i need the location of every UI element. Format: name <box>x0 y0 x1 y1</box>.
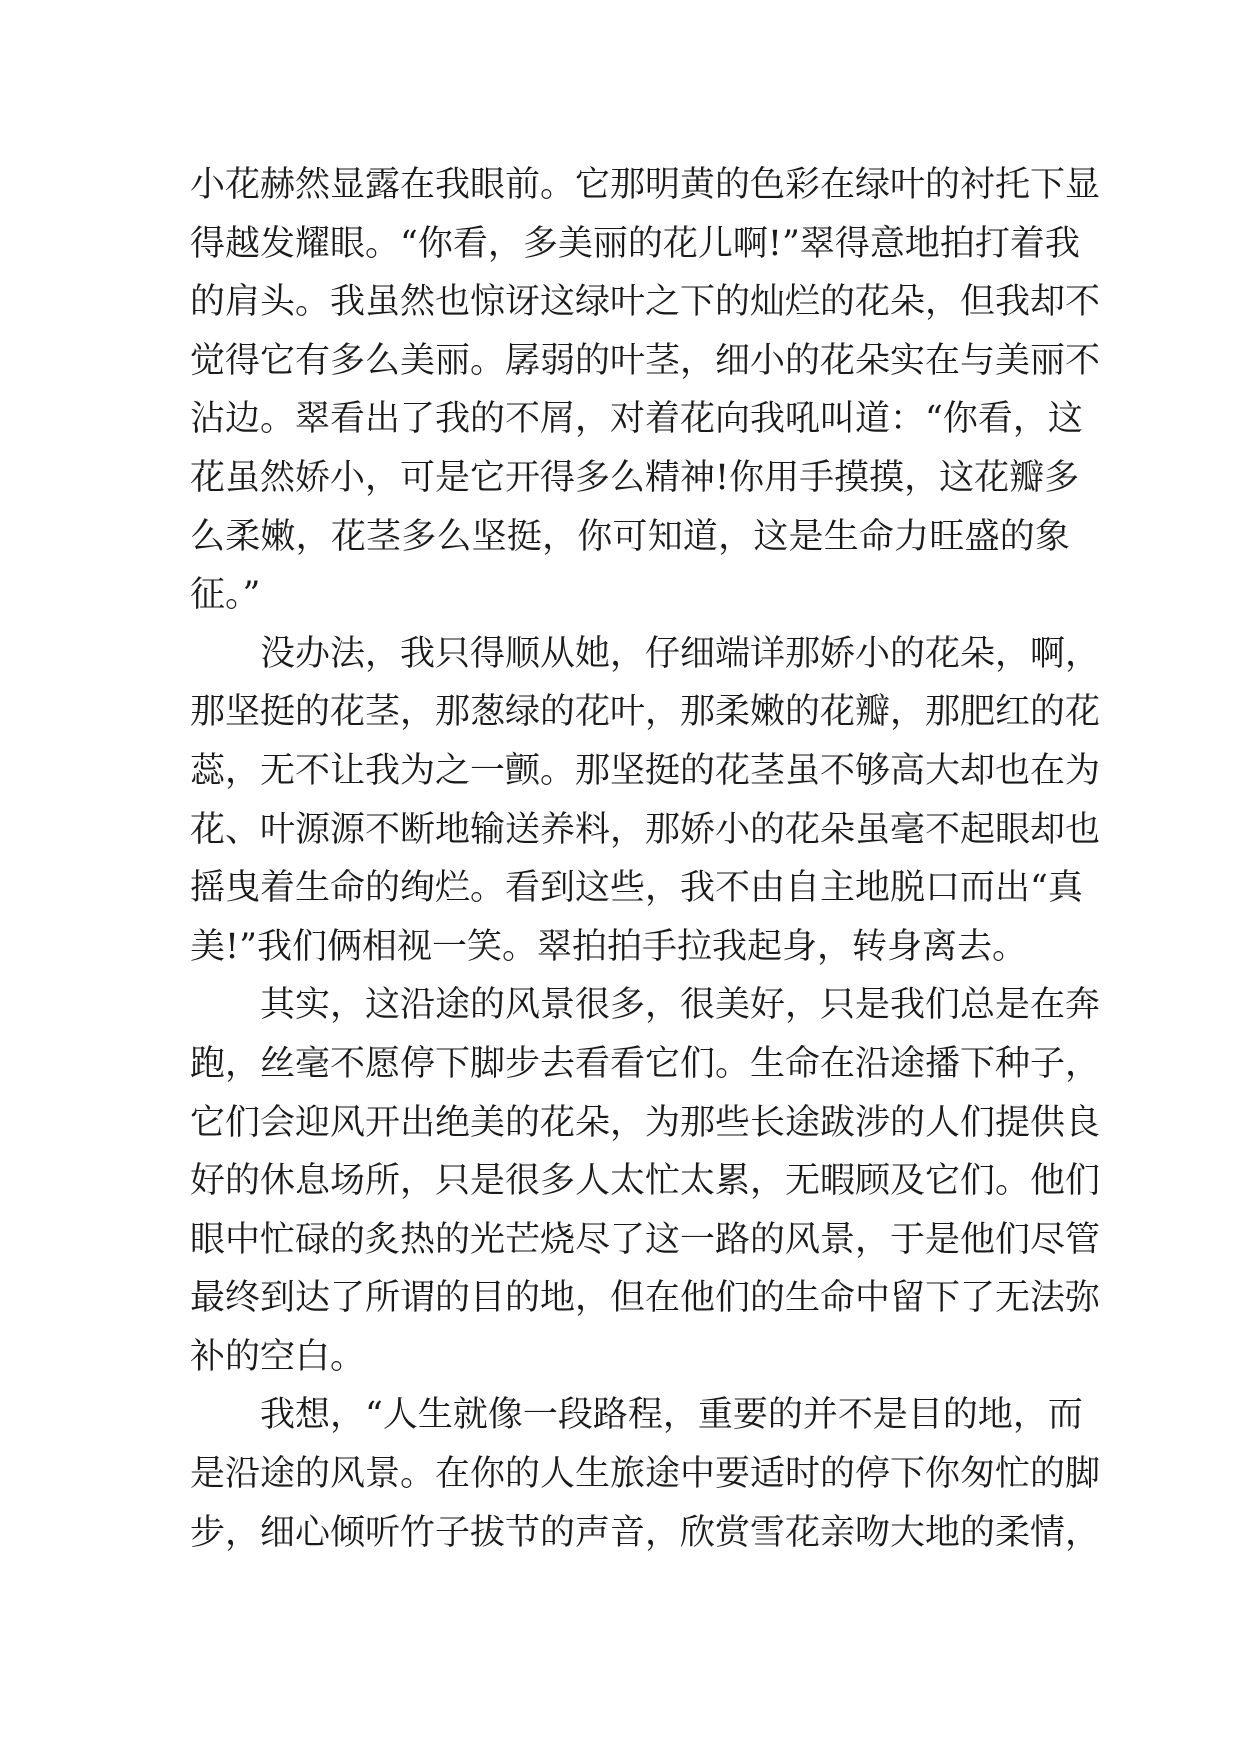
text-line: 花、叶源源不断地输送养料，那娇小的花朵虽毫不起眼却也 <box>190 809 1101 850</box>
text-line: 花虽然娇小，可是它开得多么精神!你用手摸摸，这花瓣多 <box>190 457 1080 498</box>
paragraph-start-line: 我想，“人生就像一段路程，重要的并不是目的地，而 <box>260 1395 1083 1436</box>
text-line: 么柔嫩，花茎多么坚挺，你可知道，这是生命力旺盛的象 <box>190 516 1070 557</box>
text-line: 蕊，无不让我为之一颤。那坚挺的花茎虽不够高大却也在为 <box>190 750 1101 791</box>
text-line: 觉得它有多么美丽。孱弱的叶茎，细小的花朵实在与美丽不 <box>190 340 1101 381</box>
text-line: 得越发耀眼。“你看，多美丽的花儿啊!”翠得意地拍打着我 <box>190 223 1080 264</box>
paragraph-start-line: 没办法，我只得顺从她，仔细端详那娇小的花朵，啊， <box>260 633 1101 674</box>
text-line: 它们会迎风开出绝美的花朵，为那些长途跋涉的人们提供良 <box>190 1102 1101 1143</box>
text-line: 那坚挺的花茎，那葱绿的花叶，那柔嫩的花瓣，那肥红的花 <box>190 692 1101 733</box>
text-line: 美!”我们俩相视一笑。翠拍拍手拉我起身，转身离去。 <box>190 926 1027 967</box>
body-text <box>190 156 1101 1562</box>
text-line: 的肩头。我虽然也惊讶这绿叶之下的灿烂的花朵，但我却不 <box>190 282 1101 323</box>
text-line: 沾边。翠看出了我的不屑，对着花向我吼叫道：“你看，这 <box>190 399 1083 440</box>
text-line: 摇曳着生命的绚烂。看到这些，我不由自主地脱口而出“真 <box>190 868 1083 909</box>
text-line: 跑，丝毫不愿停下脚步去看看它们。生命在沿途播下种子， <box>190 1043 1101 1084</box>
text-line: 补的空白。 <box>190 1336 366 1377</box>
paragraph-start-line: 其实，这沿途的风景很多，很美好，只是我们总是在奔 <box>260 985 1101 1026</box>
text-line: 步，细心倾听竹子拔节的声音，欣赏雪花亲吻大地的柔情， <box>190 1512 1101 1553</box>
text-line: 小花赫然显露在我眼前。它那明黄的色彩在绿叶的衬托下显 <box>190 165 1101 205</box>
text-line: 眼中忙碌的炙热的光芒烧尽了这一路的风景，于是他们尽管 <box>190 1219 1101 1260</box>
text-line: 最终到达了所谓的目的地，但在他们的生命中留下了无法弥 <box>190 1278 1101 1319</box>
text-line: 征。” <box>190 575 261 616</box>
text-line: 好的休息场所，只是很多人太忙太累，无暇顾及它们。他们 <box>190 1161 1101 1202</box>
text-line: 是沿途的风景。在你的人生旅途中要适时的停下你匆忙的脚 <box>190 1454 1101 1495</box>
